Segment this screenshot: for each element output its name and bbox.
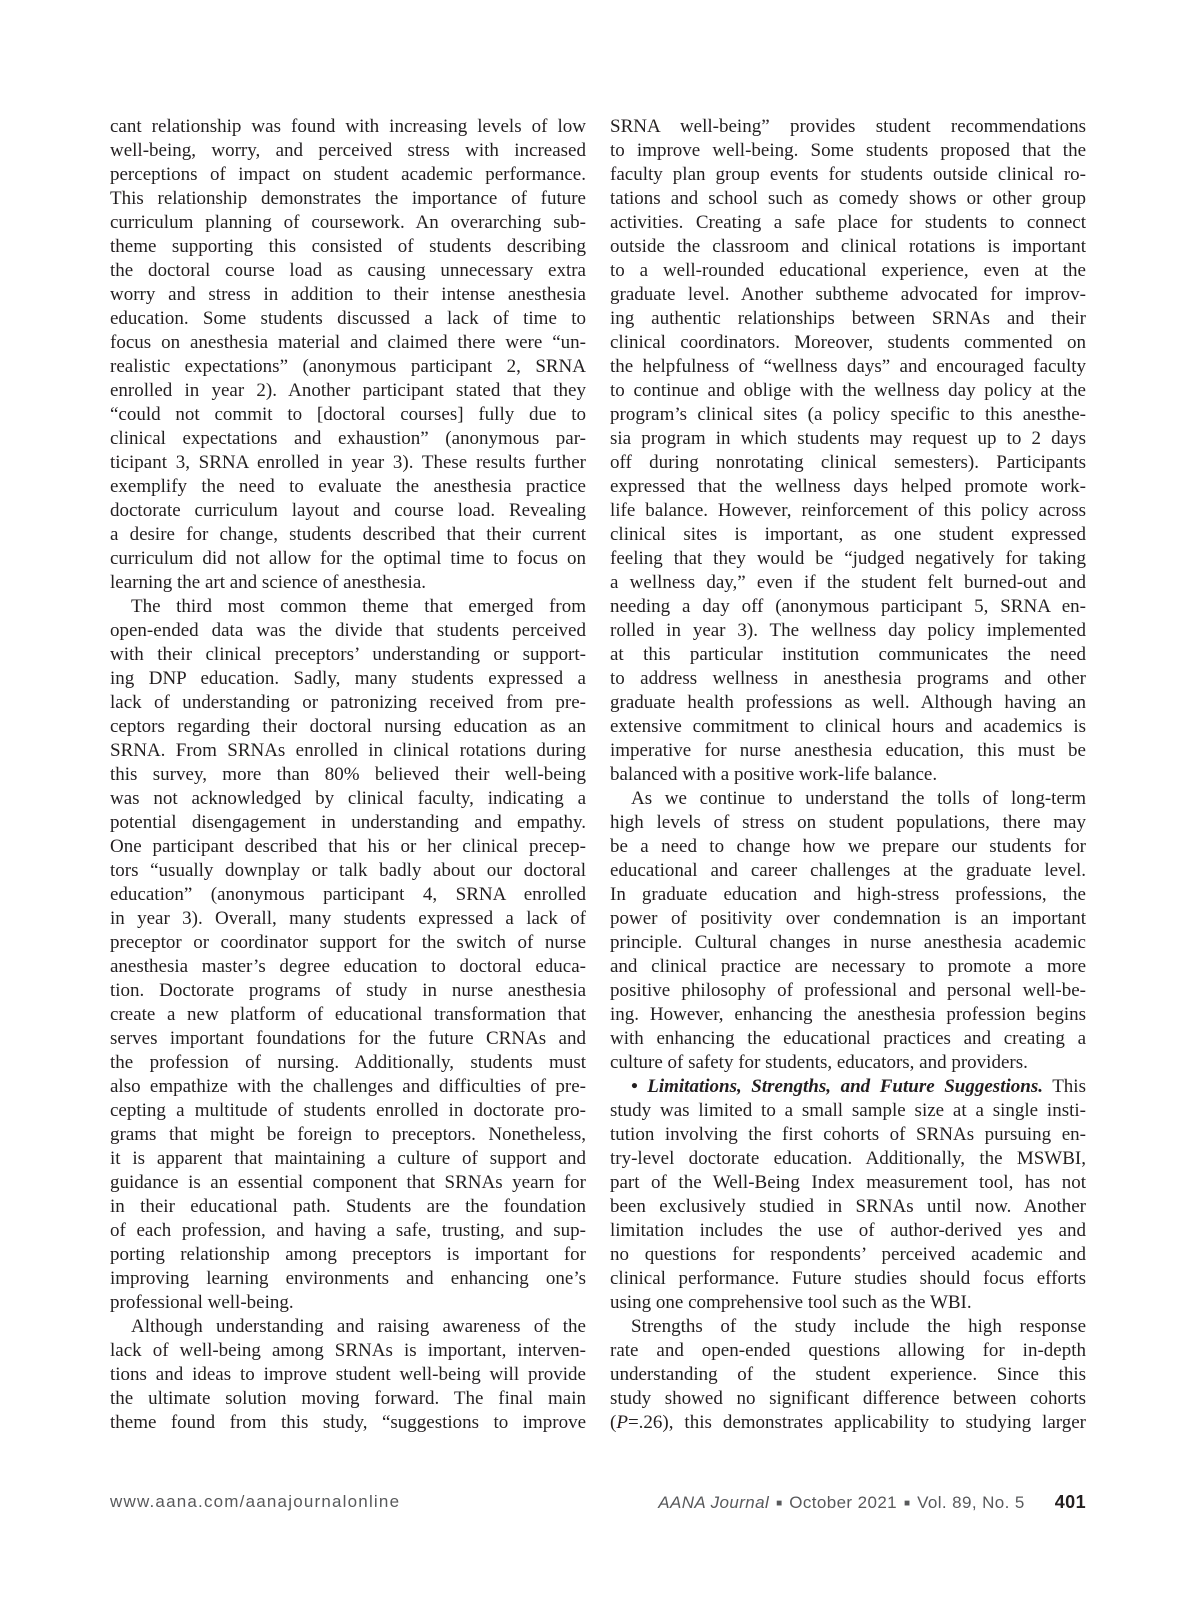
text-line: worry and stress in addition to their intense anesthesia bbox=[110, 284, 586, 305]
text-line: One participant described that his or her clinical precep- bbox=[110, 836, 586, 857]
text-line: realistic expectations” (anonymous participant 2, SRNA bbox=[110, 356, 586, 377]
text-line: imperative for nurse anesthesia education, this must be bbox=[610, 740, 1086, 761]
text-line: culture of safety for students, educators, and providers. bbox=[610, 1052, 1028, 1073]
text-line: at this particular institution communicates the need bbox=[610, 644, 1086, 665]
text-line: clinical performance. Future studies should focus efforts bbox=[610, 1268, 1086, 1289]
text-line: grams that might be foreign to preceptors. Nonetheless, bbox=[110, 1124, 586, 1145]
text-line: clinical sites is important, as one student expressed bbox=[610, 524, 1086, 545]
journal-name: AANA Journal bbox=[658, 1493, 770, 1512]
text-line: was not acknowledged by clinical faculty, indicating a bbox=[110, 788, 586, 809]
text-line: clinical expectations and exhaustion” (anonymous par- bbox=[110, 428, 586, 449]
text-line: guidance is an essential component that SRNAs yearn for bbox=[110, 1172, 586, 1193]
page-number: 401 bbox=[1054, 1492, 1086, 1512]
text-line: part of the Well-Being Index measurement tool, has not bbox=[610, 1172, 1086, 1193]
p-value-symbol: P bbox=[616, 1412, 628, 1433]
text-line: SRNA. From SRNAs enrolled in clinical rotations during bbox=[110, 740, 586, 761]
text-line: faculty plan group events for students outside clinical ro- bbox=[610, 164, 1086, 185]
footer-url: www.aana.com/aanajournalonline bbox=[110, 1492, 401, 1511]
text-line: tors “usually downplay or talk badly about our doctoral bbox=[110, 860, 586, 881]
text-line: the doctoral course load as causing unnecessary extra bbox=[110, 260, 586, 281]
text-line: ing DNP education. Sadly, many students expressed a bbox=[110, 668, 586, 689]
text-line: been exclusively studied in SRNAs until now. Another bbox=[610, 1196, 1086, 1217]
text-line: the ultimate solution moving forward. The final main bbox=[110, 1388, 586, 1409]
text-line: program’s clinical sites (a policy specific to this anesthe- bbox=[610, 404, 1086, 425]
text-line: theme found from this study, “suggestions to improve bbox=[110, 1412, 586, 1433]
footer-citation bbox=[658, 1490, 1086, 1516]
text-line: rolled in year 3). The wellness day policy implemented bbox=[610, 620, 1086, 641]
text-line: Strengths of the study include the high response bbox=[631, 1316, 1086, 1337]
text-line: principle. Cultural changes in nurse anesthesia academic bbox=[610, 932, 1086, 953]
text-line: to continue and oblige with the wellness day policy at the bbox=[610, 380, 1086, 401]
text-line: be a need to change how we prepare our students for bbox=[610, 836, 1086, 857]
text-line: to improve well-being. Some students proposed that the bbox=[610, 140, 1086, 161]
text-line: clinical coordinators. Moreover, students commented on bbox=[610, 332, 1086, 353]
text-line: preceptor or coordinator support for the switch of nurse bbox=[110, 932, 586, 953]
text-line: This relationship demonstrates the importance of future bbox=[110, 188, 586, 209]
text-line: perceptions of impact on student academic performance. bbox=[110, 164, 586, 185]
text-line: In graduate education and high-stress professions, the bbox=[610, 884, 1086, 905]
text-line: in year 3). Overall, many students expressed a lack of bbox=[110, 908, 586, 929]
text-line: study showed no significant difference between cohorts bbox=[610, 1388, 1086, 1409]
text-line bbox=[610, 1411, 1086, 1435]
text-line: in their educational path. Students are the foundation bbox=[110, 1196, 586, 1217]
text-line: “could not commit to [doctoral courses] fully due to bbox=[110, 404, 586, 425]
text-line: education. Some students discussed a lack of time to bbox=[110, 308, 586, 329]
volume-issue: Vol. 89, No. 5 bbox=[917, 1493, 1025, 1512]
left-column bbox=[110, 115, 586, 1435]
text-line: curriculum did not allow for the optimal time to focus on bbox=[110, 548, 586, 569]
text-line: no questions for respondents’ perceived academic and bbox=[610, 1244, 1086, 1265]
text-line: outside the classroom and clinical rotations is important bbox=[610, 236, 1086, 257]
text-line: activities. Creating a safe place for students to connect bbox=[610, 212, 1086, 233]
text-line: As we continue to understand the tolls of long-term bbox=[631, 788, 1086, 809]
text-line: graduate level. Another subtheme advocated for improv- bbox=[610, 284, 1086, 305]
text-line: also empathize with the challenges and difficulties of pre- bbox=[110, 1076, 586, 1097]
text-line: cant relationship was found with increasing levels of low bbox=[110, 116, 586, 137]
text-line: study was limited to a small sample size at a single insti- bbox=[610, 1100, 1086, 1121]
text-line: life balance. However, reinforcement of this policy across bbox=[610, 500, 1086, 521]
text-line: create a new platform of educational transformation that bbox=[110, 1004, 586, 1025]
text-line: theme supporting this consisted of students describing bbox=[110, 236, 586, 257]
text-line: lack of understanding or patronizing received from pre- bbox=[110, 692, 586, 713]
text-line: doctorate curriculum layout and course load. Revealing bbox=[110, 500, 586, 521]
text-line: enrolled in year 2). Another participant stated that they bbox=[110, 380, 586, 401]
text-line: educational and career challenges at the graduate level. bbox=[610, 860, 1086, 881]
text-line: to a well-rounded educational experience, even at the bbox=[610, 260, 1086, 281]
text-line bbox=[610, 1075, 1086, 1099]
section-heading: • Limitations, Strengths, and Future Suggestions. bbox=[631, 1076, 1043, 1097]
text-line: potential disengagement in understanding and empathy. bbox=[110, 812, 586, 833]
text-line: ticipant 3, SRNA enrolled in year 3). These results further bbox=[110, 452, 586, 473]
text-line: a desire for change, students described that their current bbox=[110, 524, 586, 545]
text-line: balanced with a positive work-life balance. bbox=[610, 764, 938, 785]
footer-separator: ■ bbox=[776, 1498, 783, 1509]
text-line: high levels of stress on student populations, there may bbox=[610, 812, 1086, 833]
text-segment: This bbox=[1052, 1076, 1086, 1097]
text-segment: =.26), this demonstrates applicability to studying larger bbox=[627, 1412, 1086, 1433]
text-line: with their clinical preceptors’ understanding or support- bbox=[110, 644, 586, 665]
text-line: curriculum planning of coursework. An overarching sub- bbox=[110, 212, 586, 233]
text-line: it is apparent that maintaining a culture of support and bbox=[110, 1148, 586, 1169]
text-line: the profession of nursing. Additionally, students must bbox=[110, 1052, 586, 1073]
text-line: lack of well-being among SRNAs is important, interven- bbox=[110, 1340, 586, 1361]
text-line: open-ended data was the divide that students perceived bbox=[110, 620, 586, 641]
text-line: well-being, worry, and perceived stress with increased bbox=[110, 140, 586, 161]
text-line: positive philosophy of professional and personal well-be- bbox=[610, 980, 1086, 1001]
text-line: this survey, more than 80% believed their well-being bbox=[110, 764, 586, 785]
text-line: learning the art and science of anesthesia. bbox=[110, 572, 426, 593]
text-segment: ( bbox=[610, 1412, 617, 1433]
text-line: using one comprehensive tool such as the WBI. bbox=[610, 1292, 972, 1313]
text-line: limitation includes the use of author-derived yes and bbox=[610, 1220, 1086, 1241]
text-line: professional well-being. bbox=[110, 1292, 294, 1313]
text-line: try-level doctorate education. Additionally, the MSWBI, bbox=[610, 1148, 1086, 1169]
text-line: extensive commitment to clinical hours and academics is bbox=[610, 716, 1086, 737]
text-line: exemplify the need to evaluate the anesthesia practice bbox=[110, 476, 586, 497]
text-line: tion. Doctorate programs of study in nurse anesthesia bbox=[110, 980, 586, 1001]
issue-date: October 2021 bbox=[789, 1493, 898, 1512]
text-line: ing. However, enhancing the anesthesia profession begins bbox=[610, 1004, 1086, 1025]
text-line: SRNA well-being” provides student recommendations bbox=[610, 116, 1086, 137]
text-line: tution involving the first cohorts of SRNAs pursuing en- bbox=[610, 1124, 1086, 1145]
text-line: a wellness day,” even if the student felt burned-out and bbox=[610, 572, 1086, 593]
text-line: The third most common theme that emerged from bbox=[131, 596, 586, 617]
text-line: porting relationship among preceptors is important for bbox=[110, 1244, 586, 1265]
text-line: of each profession, and having a safe, trusting, and sup- bbox=[110, 1220, 586, 1241]
text-line: cepting a multitude of students enrolled in doctorate pro- bbox=[110, 1100, 586, 1121]
text-line: feeling that they would be “judged negatively for taking bbox=[610, 548, 1086, 569]
right-column bbox=[610, 115, 1086, 1435]
text-line: focus on anesthesia material and claimed there were “un- bbox=[110, 332, 586, 353]
text-line: education” (anonymous participant 4, SRNA enrolled bbox=[110, 884, 586, 905]
text-line: needing a day off (anonymous participant 5, SRNA en- bbox=[610, 596, 1086, 617]
text-line: serves important foundations for the future CRNAs and bbox=[110, 1028, 586, 1049]
text-line: tations and school such as comedy shows or other group bbox=[610, 188, 1086, 209]
text-line: tions and ideas to improve student well-being will provide bbox=[110, 1364, 586, 1385]
text-line: sia program in which students may request up to 2 days bbox=[610, 428, 1086, 449]
text-line: improving learning environments and enhancing one’s bbox=[110, 1268, 586, 1289]
text-line: power of positivity over condemnation is an important bbox=[610, 908, 1086, 929]
text-line: rate and open-ended questions allowing for in-depth bbox=[610, 1340, 1086, 1361]
footer-separator: ■ bbox=[904, 1498, 911, 1509]
text-line: graduate health professions as well. Although having an bbox=[610, 692, 1086, 713]
text-line: to address wellness in anesthesia programs and other bbox=[610, 668, 1086, 689]
text-line: ing authentic relationships between SRNAs and their bbox=[610, 308, 1086, 329]
text-line: expressed that the wellness days helped promote work- bbox=[610, 476, 1086, 497]
text-line: with enhancing the educational practices and creating a bbox=[610, 1028, 1086, 1049]
text-line: the helpfulness of “wellness days” and encouraged faculty bbox=[610, 356, 1086, 377]
text-line: anesthesia master’s degree education to doctoral educa- bbox=[110, 956, 586, 977]
text-line: understanding of the student experience. Since this bbox=[610, 1364, 1086, 1385]
text-line: and clinical practice are necessary to promote a more bbox=[610, 956, 1086, 977]
text-line: Although understanding and raising awareness of the bbox=[131, 1316, 586, 1337]
text-line: ceptors regarding their doctoral nursing education as an bbox=[110, 716, 586, 737]
text-line: off during nonrotating clinical semesters). Participants bbox=[610, 452, 1086, 473]
